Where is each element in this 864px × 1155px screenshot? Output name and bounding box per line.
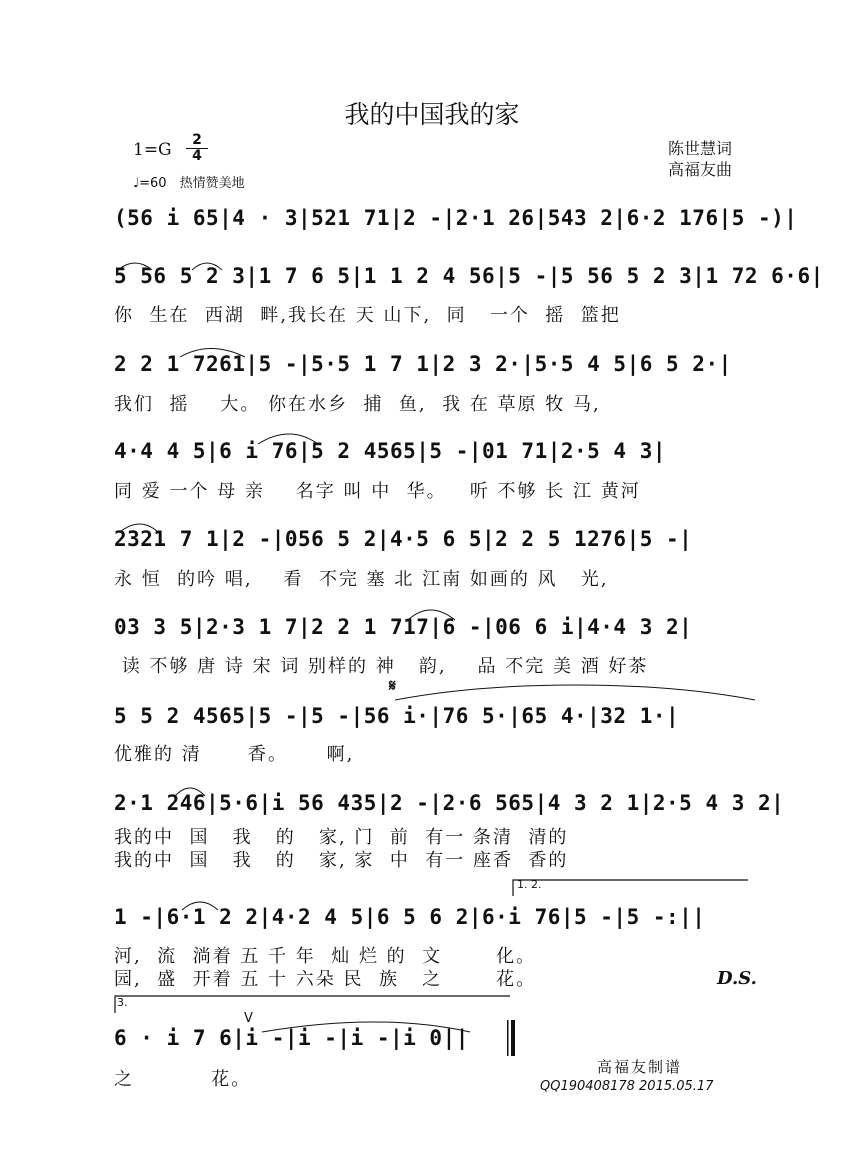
- lyrics-row-3: 我们 摇 大。 你在水乡 捕 鱼, 我 在 草原 牧 马,: [114, 394, 601, 415]
- time-denominator: 4: [192, 148, 202, 164]
- lyrics-row-9a: 河, 流 淌着 五 千 年 灿 烂 的 文 化。: [114, 946, 537, 967]
- notation-row-10: 6 · i 7 6|i -|i -|i -|i 0||: [114, 1026, 469, 1050]
- key-signature: 1=G: [133, 140, 172, 160]
- composer: 高福友曲: [668, 160, 733, 179]
- notation-row-7: 5 5 2 4565|5 -|5 -|56 i·|76 5·|65 4·|32 1·|: [114, 704, 680, 728]
- lyrics-row-4: 同 爱 一个 母 亲 名字 叫 中 华。 听 不够 长 江 黄河: [114, 481, 641, 502]
- lyrics-row-6: 读 不够 唐 诗 宋 词 别样的 神 韵, 品 不完 美 酒 好茶: [114, 656, 649, 677]
- time-signature: [186, 133, 208, 164]
- tempo-marking: ♩=60 热情赞美地: [133, 176, 245, 191]
- lyrics-row-8a: 我的中 国 我 的 家, 门 前 有一 条清 清的: [114, 827, 569, 848]
- lyrics-row-7: 优雅的 清 香。 啊,: [114, 744, 355, 765]
- lyrics-row-5: 永 恒 的吟 唱, 看 不完 塞 北 江南 如画的 风 光,: [114, 569, 609, 590]
- volta-second-ending: 3.: [117, 996, 128, 1009]
- volta-bracket-first: [513, 880, 748, 896]
- contact-date: QQ190408178 2015.05.17: [540, 1079, 714, 1094]
- notation-row-8: 2·1 246|5·6|i 56 435|2 -|2·6 565|4 3 2 1|2·5 4 3 2|: [114, 791, 785, 815]
- lyricist: 陈世慧词: [668, 139, 733, 158]
- notation-row-1: (56 i 65|4 · 3|521 71|2 -|2·1 26|543 2|6·2 176|5 -)|: [114, 206, 798, 230]
- lyrics-row-2: 你 生在 西湖 畔,我长在 天 山下, 同 一个 摇 篮把: [114, 305, 621, 326]
- notation-row-2: 5 56 5 2 3|1 7 6 5|1 1 2 4 56|5 -|5 56 5 2 3|1 72 6·6|: [114, 264, 824, 288]
- lyrics-row-9b: 园, 盛 开着 五 十 六朵 民 族 之 花。: [114, 969, 537, 990]
- arranger-credit: 高福友制谱: [597, 1058, 683, 1076]
- notation-row-3: 2 2 1 7261|5 -|5·5 1 7 1|2 3 2·|5·5 4 5|6 5 2·|: [114, 352, 732, 376]
- breath-mark: V: [244, 1011, 253, 1026]
- lyrics-row-10: 之 花。: [114, 1069, 252, 1090]
- volta-first-ending: 1. 2.: [517, 878, 542, 891]
- song-title: 我的中国我的家: [344, 100, 520, 129]
- segno-sign: 𝄋: [389, 676, 396, 695]
- dal-segno-mark: D.S.: [717, 968, 757, 989]
- notation-row-9: 1 -|6·1 2 2|4·2 4 5|6 5 6 2|6·i 76|5 -|5 -:||: [114, 905, 706, 929]
- time-numerator: 2: [186, 133, 208, 149]
- notation-row-4: 4·4 4 5|6 i 76|5 2 4565|5 -|01 71|2·5 4 3|: [114, 439, 667, 463]
- notation-row-6: 03 3 5|2·3 1 7|2 2 1 717|6 -|06 6 i|4·4 3 2|: [114, 615, 693, 639]
- credits: [668, 138, 732, 180]
- volta-bracket-second: [115, 996, 510, 1013]
- notation-row-5: 2321 7 1|2 -|056 5 2|4·5 6 5|2 2 5 1276|5 -|: [114, 527, 693, 551]
- lyrics-row-8b: 我的中 国 我 的 家, 家 中 有一 座香 香的: [114, 850, 569, 871]
